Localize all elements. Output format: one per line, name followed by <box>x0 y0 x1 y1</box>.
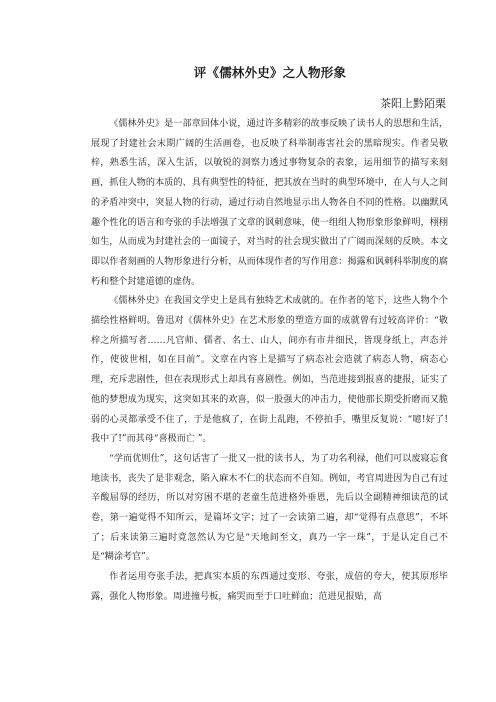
paragraph: 《儒林外史》是一部章回体小说，通过许多精彩的故事反映了读书人的思想和生活，展现了封建社会末期广阔的生活画卷，也反映了科举制毒害社会的黑暗现实。作者吴敬梓，熟悉生活，深入生活，以敏锐的洞察力透过事物复杂的表象，运用细节的描写来刻画，抓住人物的本质的、具有典型性的特征，把其放在当时的典型环境中，在人与人之间的矛盾冲突中，突显人物的行动，通过行动自然地显示出人物各自不同的性格。以幽默风趣个性化的语言和夸张的手法增强了文章的讽刺意味，使一组组人物形象形象鲜明，栩栩如生，从而成为封建社会的一面镜子，对当时的社会现实做出了广阔而深刻的反映。本文即以作者刻画的人物形象进行分析，从而体现作者的写作用意：揭露和讽刺科举制度的腐朽和整个封建道德的虚伪。 <box>91 119 448 287</box>
article-body <box>91 115 448 608</box>
paragraph: “学而优则仕”，这句话害了一批又一批的读书人，为了功名利禄，他们可以废寝忘食地读书，丧失了是非观念，陷入麻木不仁的状态而不自知。例如，考官周进因为自己有过辛酸屈辱的经历，所以对穷困不堪的老童生范进格外垂恩，先后以全副精神细读范的试卷，第一遍觉得不知所云，是篇坏文字；过了一会读第二遍，却“觉得有点意思”，不坏了；后来读第三遍时竟忽然认为它是“天地间至文，真乃一字一珠”，于是认定自己不是“糊涂考官”。 <box>91 453 448 563</box>
author-byline: 茶阳上黔陌栗 <box>380 97 446 110</box>
paragraph: 《儒林外史》在我国文学史上是具有独特艺术成就的。在作者的笔下，这些人物个个描绘性格鲜明。鲁迅对《儒林外史》在艺术形象的塑造方面的成就曾有过较高评价：“敬梓之所描写者……凡官师、儒者、名士、山人，间亦有市井细民，皆现身纸上，声态并作，使彼世相，如在目前”。文章在内容上是描写了病态社会造就了病态人物，病态心理，充斥悲剧性，但在表现形式上却具有喜剧性。例如，当范进接到报喜的捷报，证实了他的梦想成为现实，这突如其来的欢喜，似一股强大的冲击力，使他那长期受折磨而又脆弱的心灵都承受不住了，于是他疯了，在街上乱跑，不停拍手，嘴里反复说：“噫!好了!我中了!”而其母“喜极而亡 ”。 <box>91 296 448 445</box>
article-title: 评《儒林外史》之人物形象 <box>193 65 347 80</box>
paragraph: 作者运用夸张手法，把真实本质的东西通过变形、夸张，成倍的夸大，使其原形毕露，强化人物形象。周进撞号板，痛哭而至于口吐鲜血；范进见报贴，高 <box>91 572 448 602</box>
